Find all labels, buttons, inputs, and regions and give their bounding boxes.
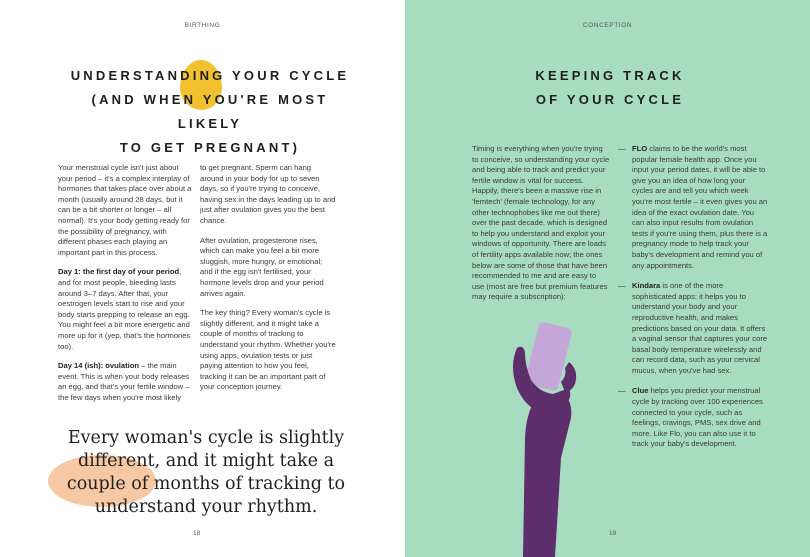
quote-line: understand your rhythm.	[94, 497, 318, 517]
title-line: (AND WHEN YOU'RE MOST LIKELY	[91, 92, 329, 131]
app-name: Kindara	[632, 281, 661, 291]
app-item-flo	[618, 144, 768, 271]
app-text: is one of the more sophisticated apps; it helps you to understand your body and your reproductive health, and makes predictions based on your data. It offers a vaginal sensor that captures your core basal body temperature wirelessly and can record data, such as your cervical mucus, when you've had sex.	[632, 281, 768, 375]
paragraph: Timing is everything when you're trying to conceive, so understanding your cycle and being able to track and predict your fertile window is vital for success. Happily, there's been a massive rise in 'femtech' (female technology, for any other technophobes like me out there) over the past decade, which is designed to help you understand and exploit your windows of opportunity. There are loads of fertility apps available now; the ones below are some of those that have been recommended to me and are easy to use (most are free but premium features may require a subscription):	[472, 144, 610, 302]
quote-line: Every woman's cycle is slightly	[67, 428, 345, 448]
paragraph-text: , and for most people, bleeding lasts around 3–7 days. After that, your oestrogen levels start to rise and your body starts prepping to release an egg. You might feel a bit more energetic and more up for it (yep, that's the hormones too).	[58, 267, 191, 351]
body-column-2	[200, 163, 336, 402]
intro-column	[472, 144, 610, 312]
app-description	[632, 386, 768, 450]
app-text: helps you predict your menstrual cycle by tracking over 100 experiences connected to your cycle, such as feelings, cravings, PMS, sex drive and more. Like Flo, you can also use it to track your baby's development.	[632, 386, 763, 449]
paragraph: The key thing? Every woman's cycle is slightly different, and it might take a couple of months of tracking to understand your rhythm. Whether you're using apps, ovulation tests or just paying attention to how you feel, tracking it can be an important part of your conception journey.	[200, 308, 336, 392]
paragraph	[58, 267, 192, 352]
right-page	[405, 0, 810, 557]
paragraph: to get pregnant. Sperm can hang around in your body for up to seven days, so if you're trying to conceive, having sex in the days leading up to and just after ovulation gives you the best chance.	[200, 163, 336, 225]
app-text: claims to be the world's most popular female health app. Once you input your period dates, it will be able to give you an idea of how long your cycles are and tell you which week you're most fertile – it even gives you an idea of the exact ovulation date. You can also input results from ovulation tests if you're using them, plus there is a pregnancy mode to help track your baby's development and remind you of any appointments.	[632, 144, 768, 270]
page-number-right: 19	[609, 530, 617, 537]
title-line: KEEPING TRACK	[535, 68, 685, 83]
app-description	[632, 281, 768, 376]
hand-holding-phone-illustration	[495, 318, 585, 557]
apps-column	[618, 144, 768, 460]
app-description	[632, 144, 768, 271]
page-number-left: 18	[193, 530, 201, 537]
pull-quote	[50, 427, 362, 519]
dash-marker: —	[618, 386, 626, 396]
title-line: UNDERSTANDING YOUR CYCLE	[70, 68, 350, 83]
app-name: FLO	[632, 144, 648, 153]
title-line: OF YOUR CYCLE	[535, 92, 685, 107]
app-name: Clue	[632, 386, 649, 396]
bold-lead: Day 1: the first day of your period	[58, 267, 180, 277]
dash-marker: —	[618, 281, 626, 291]
running-head-left: BIRTHING	[184, 22, 221, 29]
dash-marker: —	[618, 144, 626, 153]
quote-line: different, and it might take a	[77, 451, 335, 471]
page-title-left	[60, 64, 360, 160]
paragraph: Your menstrual cycle isn't just about your period – it's a complex interplay of hormones that takes place over about a month (usually around 28 days, but it can be a bit shorter or longer – all normal). It's your body getting ready for the possibility of pregnancy, with different phases each playing an important part in this process.	[58, 163, 192, 257]
paragraph-text: – the main event. This is when your body releases an egg, and that's your fertile window – the few days when you're most likely	[58, 361, 190, 402]
app-item-clue	[618, 386, 768, 450]
running-head-right: CONCEPTION	[582, 22, 633, 29]
page-title-right	[525, 64, 695, 112]
paragraph: After ovulation, progesterone rises, which can make you feel a bit more sluggish, more hungry, or emotional; and if the egg isn't fertilised, your hormone levels drop and your period arrives again.	[200, 235, 324, 298]
forearm-shape	[523, 392, 571, 557]
body-column-1	[58, 163, 192, 412]
title-line: TO GET PREGNANT)	[119, 140, 301, 155]
hand-phone-svg	[495, 318, 585, 557]
bold-lead: Day 14 (ish): ovulation	[58, 361, 140, 371]
paragraph	[58, 361, 192, 403]
app-item-kindara	[618, 281, 768, 376]
quote-line: couple of months of tracking to	[66, 474, 346, 494]
